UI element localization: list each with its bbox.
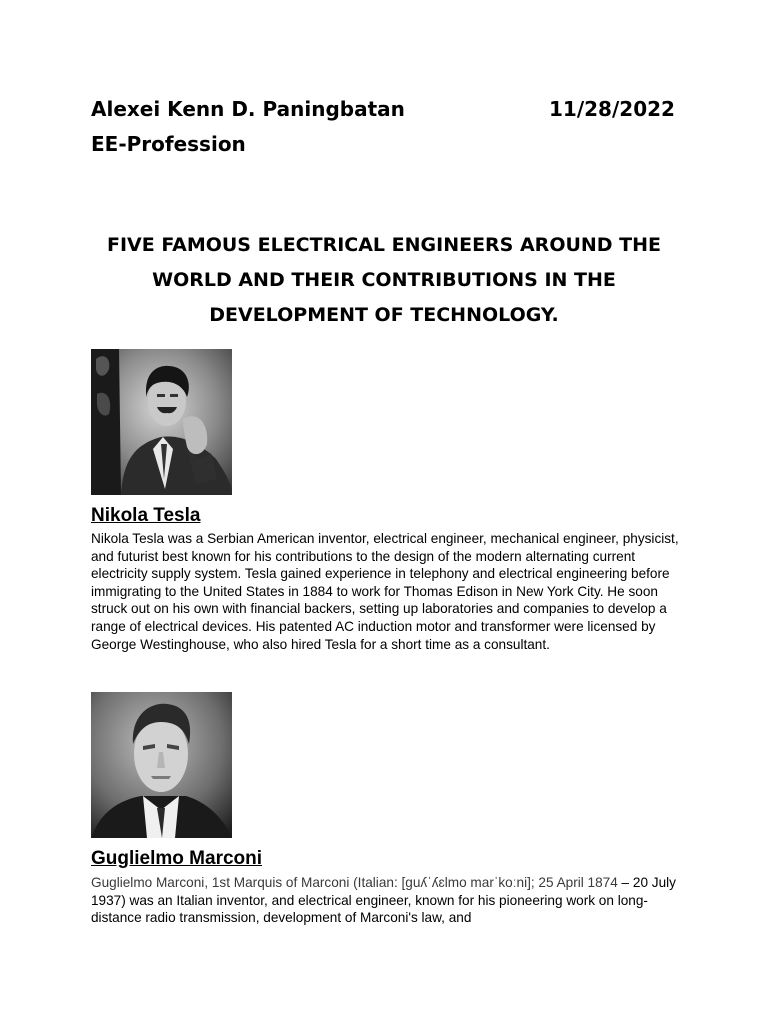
- engineer-bio: Nikola Tesla was a Serbian American inventor, electrical engineer, mechanical engineer, physicist, and futurist best known for his contributions to the design of the modern alternating current electricity supply system. Tesla gained experience in telephony and electrical engineering before immigrating to the United States in 1884 to work for Thomas Edison in New York City. He soon struck out on his own with financial backers, setting up laboratories and companies to develop a range of electrical devices. His patented AC induction motor and transformer were licensed by George Westinghouse, who also hired Tesla for a short time as a consultant.: [91, 531, 679, 652]
- document-title: FIVE FAMOUS ELECTRICAL ENGINEERS AROUND THE WORLD AND THEIR CONTRIBUTIONS IN THE DEVELOPMENT OF TECHNOLOGY.: [106, 234, 662, 326]
- document-date: 11/28/2022: [549, 97, 675, 121]
- bio-lead: Guglielmo Marconi, 1st Marquis of Marconi (Italian: [guʎˈʎɛlmo marˈkoːni]; 25 April 1874: [91, 875, 618, 890]
- engineer-name: Guglielmo Marconi: [91, 848, 263, 869]
- course-name: EE-Profession: [91, 132, 246, 156]
- engineer-name: Nikola Tesla: [91, 505, 201, 526]
- tesla-portrait: [91, 349, 232, 495]
- bio-rest: – 20 July 1937) was an Italian inventor, and electrical engineer, known for his pioneering work on long-distance radio transmission, development of Marconi's law, and: [91, 875, 676, 926]
- marconi-portrait: [91, 692, 232, 838]
- engineer-bio: [91, 874, 691, 927]
- author-name: Alexei Kenn D. Paningbatan: [91, 97, 405, 121]
